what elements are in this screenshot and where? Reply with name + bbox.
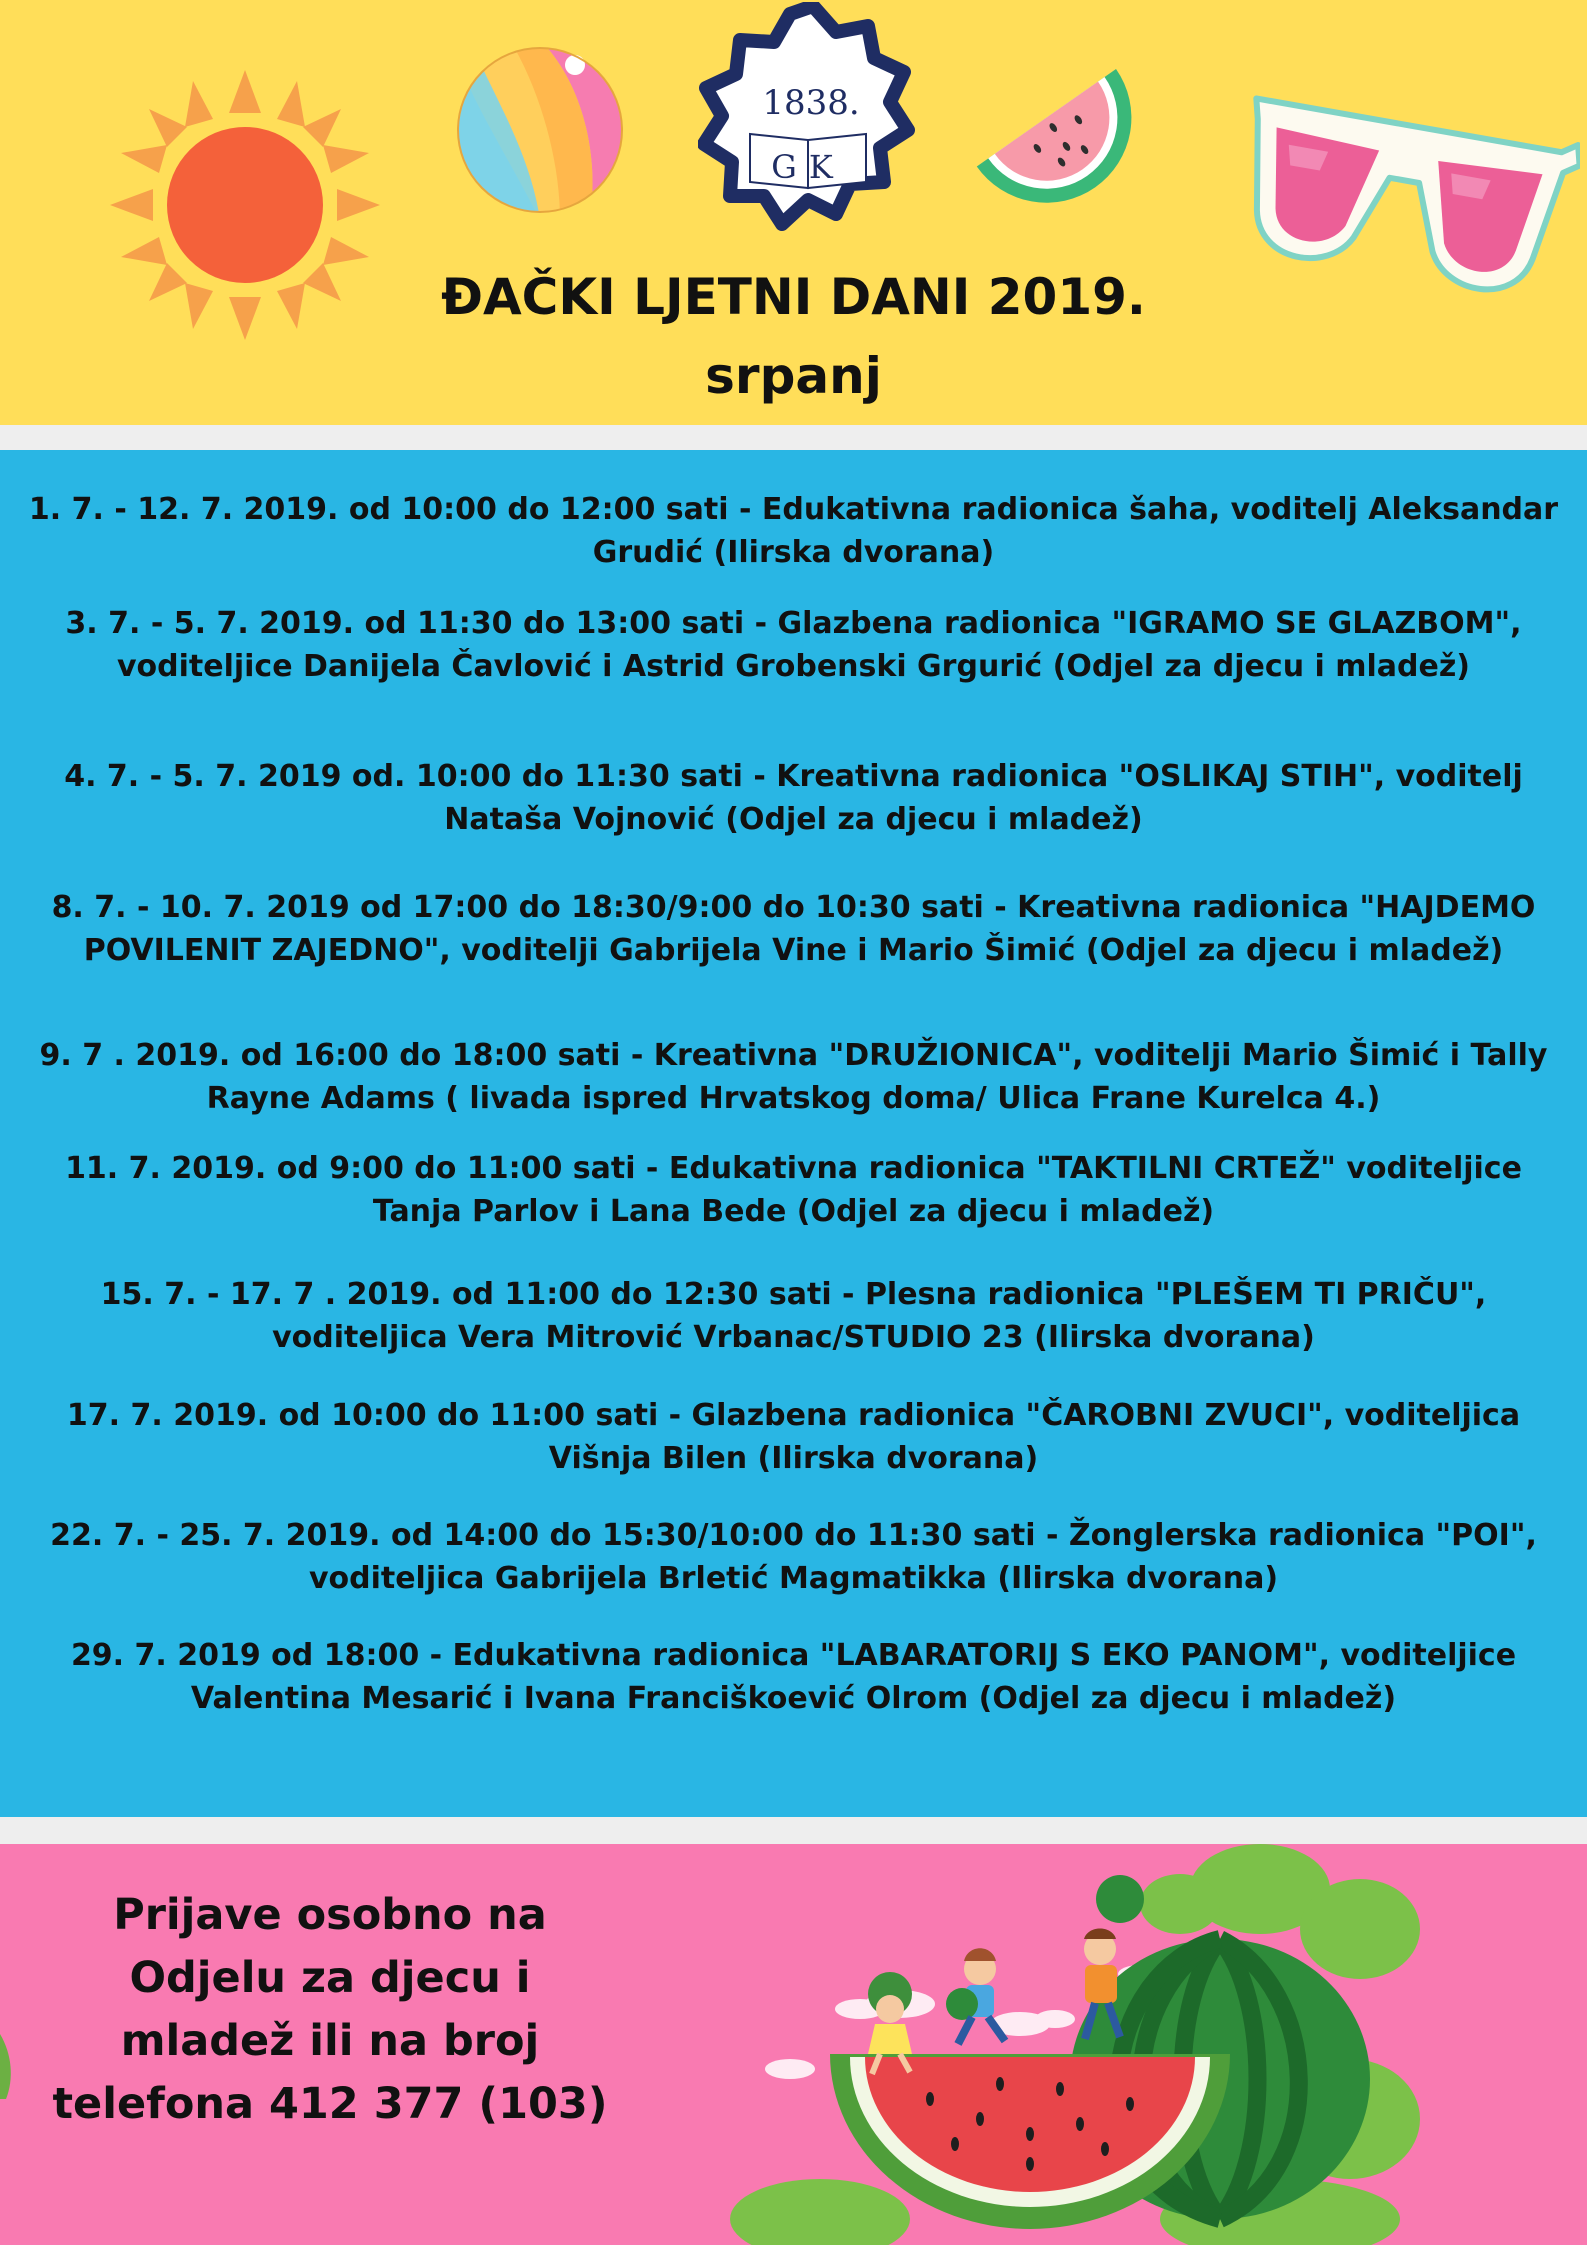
logo-letters: GK [771, 148, 845, 186]
kid-figure-2 [946, 1948, 1005, 2044]
list-item: 22. 7. - 25. 7. 2019. od 14:00 do 15:30/10:00 do 11:30 sati - Žonglerska radionica "POI", voditeljica Gabrijela Brletić Magmatikka (Ilirska dvorana) [50, 1518, 1537, 1596]
signup-line: mladež ili na broj [120, 2016, 540, 2066]
beach-ball-icon [450, 40, 630, 220]
list-item: 9. 7 . 2019. od 16:00 do 18:00 sati - Kreativna "DRUŽIONICA", voditelji Mario Šimić i Tally Rayne Adams ( livada ispred Hrvatskog doma/ Ulica Frane Kurelca 4.) [39, 1038, 1548, 1116]
events-panel [0, 450, 1587, 1817]
list-item: 4. 7. - 5. 7. 2019 od. 10:00 do 11:30 sati - Kreativna radionica "OSLIKAJ STIH", voditelj Nataša Vojnović (Odjel za djecu i mladež) [64, 759, 1523, 837]
signup-line: Odjelu za djecu i [129, 1953, 531, 2003]
list-item: 15. 7. - 17. 7 . 2019. od 11:00 do 12:30 sati - Plesna radionica "PLEŠEM TI PRIČU", voditeljica Vera Mitrović Vrbanac/STUDIO 23 (Ilirska dvorana) [100, 1277, 1487, 1355]
list-item: 29. 7. 2019 od 18:00 - Edukativna radionica "LABARATORIJ S EKO PANOM", voditeljice Valentina Mesarić i Ivana Franciškoević Olrom (Odjel za djecu i mladež) [70, 1638, 1517, 1716]
divider [0, 425, 1587, 450]
list-item: 11. 7. 2019. od 9:00 do 11:00 sati - Edukativna radionica "TAKTILNI CRTEŽ" voditeljice Tanja Parlov i Lana Bede (Odjel za djecu i mladež) [65, 1151, 1522, 1229]
logo-year: 1838. [762, 83, 860, 123]
leaf-icon [0, 2024, 20, 2104]
list-item: 3. 7. - 5. 7. 2019. od 11:30 do 13:00 sati - Glazbena radionica "IGRAMO SE GLAZBOM", voditeljice Danijela Čavlović i Astrid Grobenski Grgurić (Odjel za djecu i mladež) [65, 606, 1522, 684]
library-logo [698, 2, 928, 237]
signup-info [40, 1884, 620, 2136]
signup-line: telefona 412 377 (103) [52, 2079, 608, 2129]
list-item: 8. 7. - 10. 7. 2019 od 17:00 do 18:30/9:00 do 10:30 sati - Kreativna radionica "HAJDEMO POVILENIT ZAJEDNO", voditelji Gabrijela Vine i Mario Šimić (Odjel za djecu i mladež) [51, 890, 1536, 968]
list-item: 1. 7. - 12. 7. 2019. od 10:00 do 12:00 sati - Edukativna radionica šaha, voditelj Aleksandar Grudić (Ilirska dvorana) [28, 492, 1559, 570]
divider [0, 1817, 1587, 1844]
page-title: ĐAČKI LJETNI DANI 2019. [441, 268, 1146, 326]
watermelon-slice-icon [960, 35, 1150, 225]
page-subtitle: srpanj [705, 347, 882, 405]
list-item: 17. 7. 2019. od 10:00 do 11:00 sati - Glazbena radionica "ČAROBNI ZVUCI", voditeljica Višnja Bilen (Ilirska dvorana) [66, 1398, 1521, 1476]
signup-line: Prijave osobno na [113, 1890, 547, 1940]
footer-panel [0, 1844, 1587, 2245]
watermelon-kids-illustration [700, 1844, 1460, 2245]
